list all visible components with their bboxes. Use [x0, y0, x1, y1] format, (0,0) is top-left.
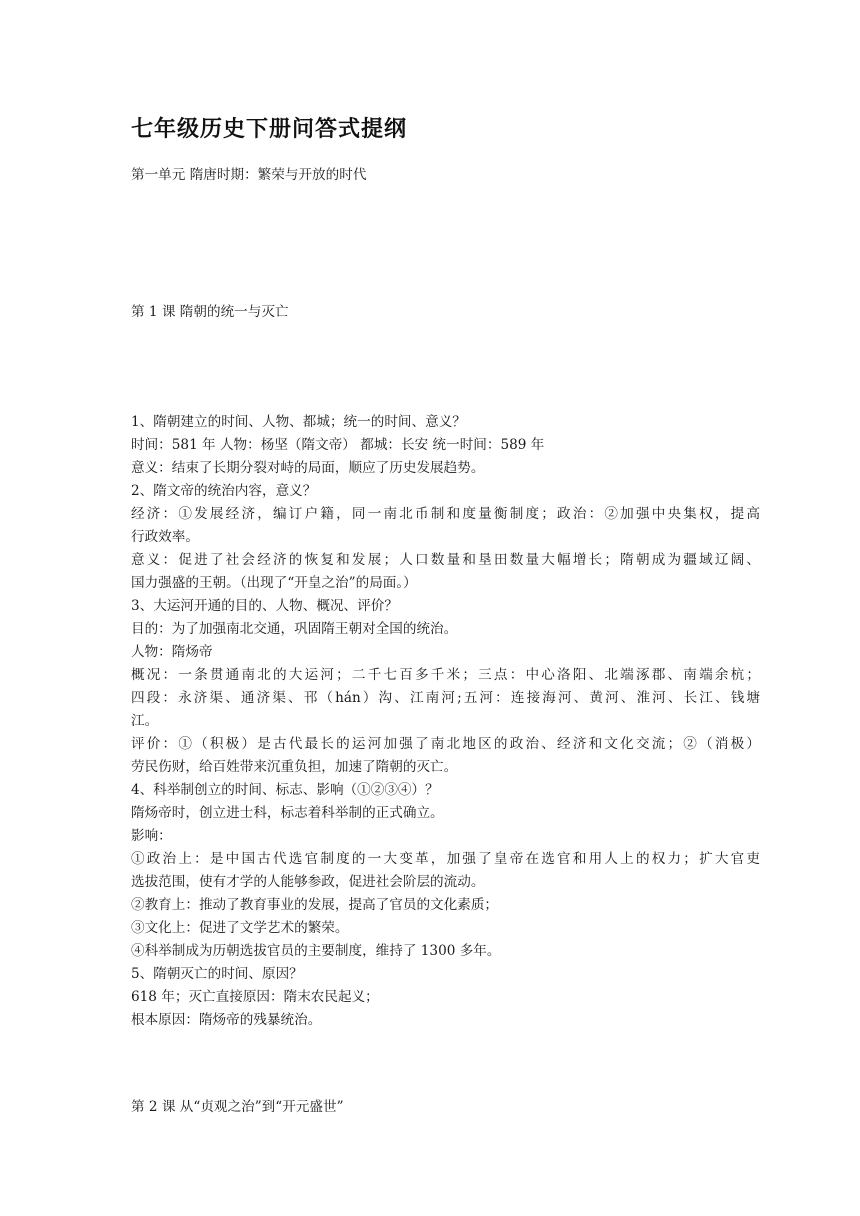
answer-line: 目的：为了加强南北交通，巩固隋王朝对全国的统治。 [131, 621, 458, 637]
answer-line: 四段：永济渠、通济渠、邗（hán）沟、江南河;五河：连接海河、黄河、淮河、长江、钱塘 [131, 690, 760, 706]
answer-line: ①政治上：是中国古代选官制度的一大变革，加强了皇帝在选官和用人上的权力；扩大官吏 [131, 851, 760, 867]
answer-line: 根本原因：隋炀帝的残暴统治。 [131, 1012, 322, 1028]
answer-line: ④科举制成为历朝选拔官员的主要制度，维持了 1300 多年。 [131, 943, 501, 959]
answer-line: 意义：结束了长期分裂对峙的局面，顺应了历史发展趋势。 [131, 460, 485, 476]
answer-line: 时间：581 年 人物：杨坚（隋文帝） 都城：长安 统一时间：589 年 [131, 437, 545, 453]
answer-line: 经济：①发展经济，编订户籍，同一南北币制和度量衡制度；政治：②加强中央集权，提高 [131, 506, 760, 522]
answer-line: 618 年；灭亡直接原因：隋末农民起义； [131, 989, 379, 1005]
answer-line: 影响： [131, 828, 172, 844]
answer-line: 选拔范围，使有才学的人能够参政，促进社会阶层的流动。 [131, 874, 485, 890]
answer-line: 人物：隋炀帝 [131, 644, 213, 660]
answer-line: 劳民伤财，给百姓带来沉重负担，加速了隋朝的灭亡。 [131, 759, 458, 775]
answer-line: 隋炀帝时，创立进士科，标志着科举制的正式确立。 [131, 805, 444, 821]
answer-line: ③文化上：促进了文学艺术的繁荣。 [131, 920, 349, 936]
question-4: 4、科举制创立的时间、标志、影响（①②③④）？ [131, 782, 439, 798]
document-title: 七年级历史下册问答式提纲 [131, 117, 408, 142]
answer-line: 国力强盛的王朝。（出现了“开皇之治”的局面。） [131, 575, 417, 591]
question-2: 2、隋文帝的统治内容，意义？ [131, 483, 317, 499]
answer-line: 行政效率。 [131, 529, 199, 545]
answer-line: ②教育上：推动了教育事业的发展，提高了官员的文化素质； [131, 897, 499, 913]
answer-line: 江。 [131, 713, 159, 729]
answer-line: 概况：一条贯通南北的大运河；二千七百多千米；三点：中心洛阳、北端涿郡、南端余杭； [131, 667, 760, 683]
question-1: 1、隋朝建立的时间、人物、都城；统一的时间、意义？ [131, 414, 466, 430]
lesson-1-heading: 第 1 课 隋朝的统一与灭亡 [131, 304, 289, 320]
answer-line: 意义：促进了社会经济的恢复和发展；人口数量和垦田数量大幅增长；隋朝成为疆域辽阔、 [131, 552, 760, 568]
unit-heading: 第一单元 隋唐时期：繁荣与开放的时代 [131, 167, 367, 183]
question-5: 5、隋朝灭亡的时间、原因？ [131, 966, 303, 982]
answer-line: 评价：①（积极）是古代最长的运河加强了南北地区的政治、经济和文化交流；②（消极） [131, 736, 760, 752]
question-3: 3、大运河开通的目的、人物、概况、评价？ [131, 598, 398, 614]
lesson-2-heading: 第 2 课 从“贞观之治”到“开元盛世” [131, 1099, 344, 1115]
